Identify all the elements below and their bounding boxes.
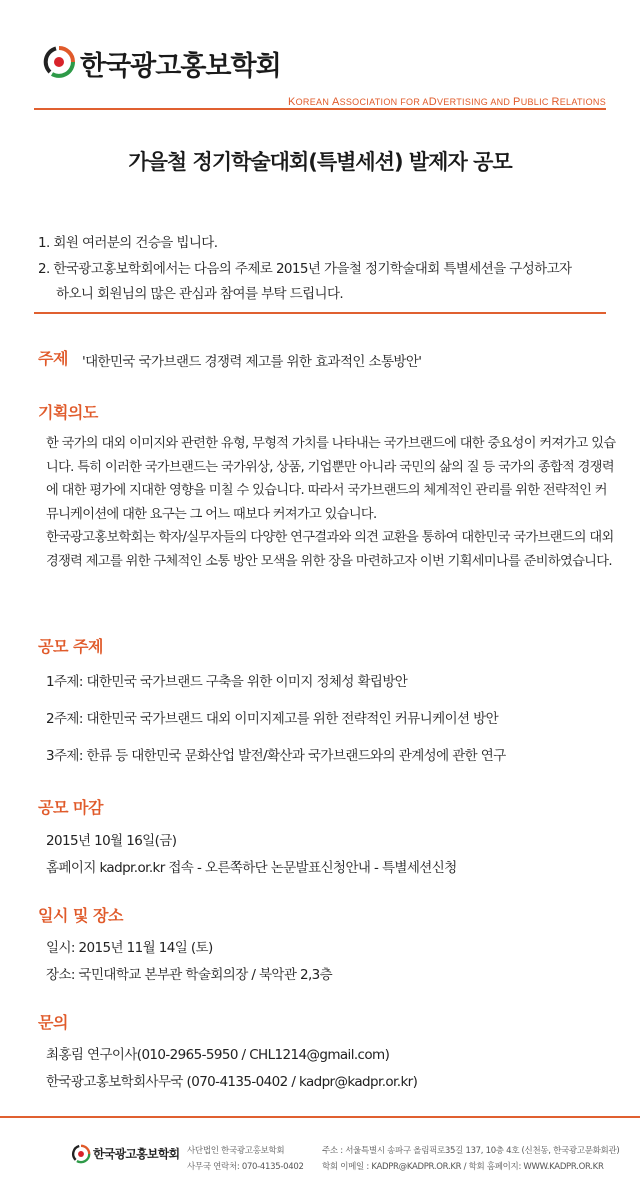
page-title: 가을철 정기학술대회(특별세션) 발제자 공모 — [128, 150, 512, 174]
org-english-name: KOREAN ASSOCIATION FOR ADVERTISING AND PUBLIC RELATIONS — [287, 96, 606, 108]
purpose-paragraph-2: 한국광고홍보학회는 학자/실무자들의 다양한 연구결과와 의견 교환을 통하여 대한민국 국가브랜드의 대외 경쟁력 제고를 위한 구체적인 소통 방안 모색을 위한 장을 마련하고자 이번 기획세미나를 준비하였습니다. — [46, 530, 614, 569]
contact-line-2: 한국광고홍보학회사무국 (070-4135-0402 / kadpr@kadpr.or.kr) — [46, 1074, 418, 1090]
footer-entity: 사단법인 한국광고홍보학회 — [187, 1146, 285, 1156]
purpose-heading: 기획의도 — [38, 403, 98, 422]
org-name-logo: 한국광고홍보학회 — [80, 51, 281, 82]
section-divider — [34, 312, 606, 314]
schedule-place: 장소: 국민대학교 본부관 학술회의장 / 북악관 2,3층 — [46, 967, 333, 983]
deadline-date: 2015년 10월 16일(금) — [46, 833, 177, 849]
subject-item-1: 1주제: 대한민국 국가브랜드 구축을 위한 이미지 정체성 확립방안 — [46, 674, 408, 690]
deadline-heading: 공모 마감 — [38, 798, 103, 817]
intro-line-2: 2. 한국광고홍보학회에서는 다음의 주제로 2015년 가을철 정기학술대회 특별세션을 구성하고자 — [38, 261, 572, 277]
footer-divider — [0, 1116, 640, 1118]
footer-logo-icon — [71, 1144, 91, 1164]
footer-office-phone: 사무국 연락처: 070-4135-0402 — [187, 1162, 304, 1172]
topic-text: '대한민국 국가브랜드 경쟁력 제고를 위한 효과적인 소통방안' — [82, 354, 422, 370]
purpose-body — [46, 432, 616, 573]
header-divider — [34, 108, 606, 110]
intro-line-3: 하오니 회원님의 많은 관심과 참여를 부탁 드립니다. — [56, 286, 344, 302]
purpose-paragraph-1: 한 국가의 대외 이미지와 관련한 유형, 무형적 가치를 나타내는 국가브랜드에 대한 중요성이 커져가고 있습니다. 특히 이러한 국가브랜드는 국가위상, 상품, 기업뿐만 아니라 국민의 삶의 질 등 국가의 종합적 경쟁력에 대한 평가에 지대한 영향을 미칠 수 있습니다. 따라서 국가브랜드의 체계적인 관리를 위한 전략적인 커뮤니케이션에 대한 요구는 그 어느 때보다 커져가고 있습니다. — [46, 436, 616, 522]
contact-line-1: 최홍림 연구이사(010-2965-5950 / CHL1214@gmail.com) — [46, 1047, 390, 1063]
intro-line-1: 1. 회원 여러분의 건승을 빕니다. — [38, 235, 218, 251]
contact-heading: 문의 — [38, 1013, 68, 1032]
footer-org-name: 한국광고홍보학회 — [93, 1147, 180, 1161]
subject-item-2: 2주제: 대한민국 국가브랜드 대외 이미지제고를 위한 전략적인 커뮤니케이션 방안 — [46, 711, 499, 727]
footer-email-web: 학회 이메일 : KADPR@KADPR.OR.KR / 학회 홈페이지: WWW.KADPR.OR.KR — [322, 1162, 604, 1172]
subject-item-3: 3주제: 한류 등 대한민국 문화산업 발전/확산과 국가브랜드와의 관계성에 관한 연구 — [46, 748, 506, 764]
subjects-heading: 공모 주제 — [38, 637, 103, 656]
schedule-heading: 일시 및 장소 — [38, 906, 123, 925]
topic-label: 주제 — [38, 349, 68, 368]
org-logo-icon — [42, 45, 76, 79]
schedule-datetime: 일시: 2015년 11월 14일 (토) — [46, 940, 213, 956]
footer-address: 주소 : 서울특별시 송파구 올림픽로35길 137, 10층 4호 (신천동, 한국광고문화회관) — [322, 1146, 620, 1156]
deadline-instructions: 홈페이지 kadpr.or.kr 접속 - 오른쪽하단 논문발표신청안내 - 특별세션신청 — [46, 860, 457, 876]
